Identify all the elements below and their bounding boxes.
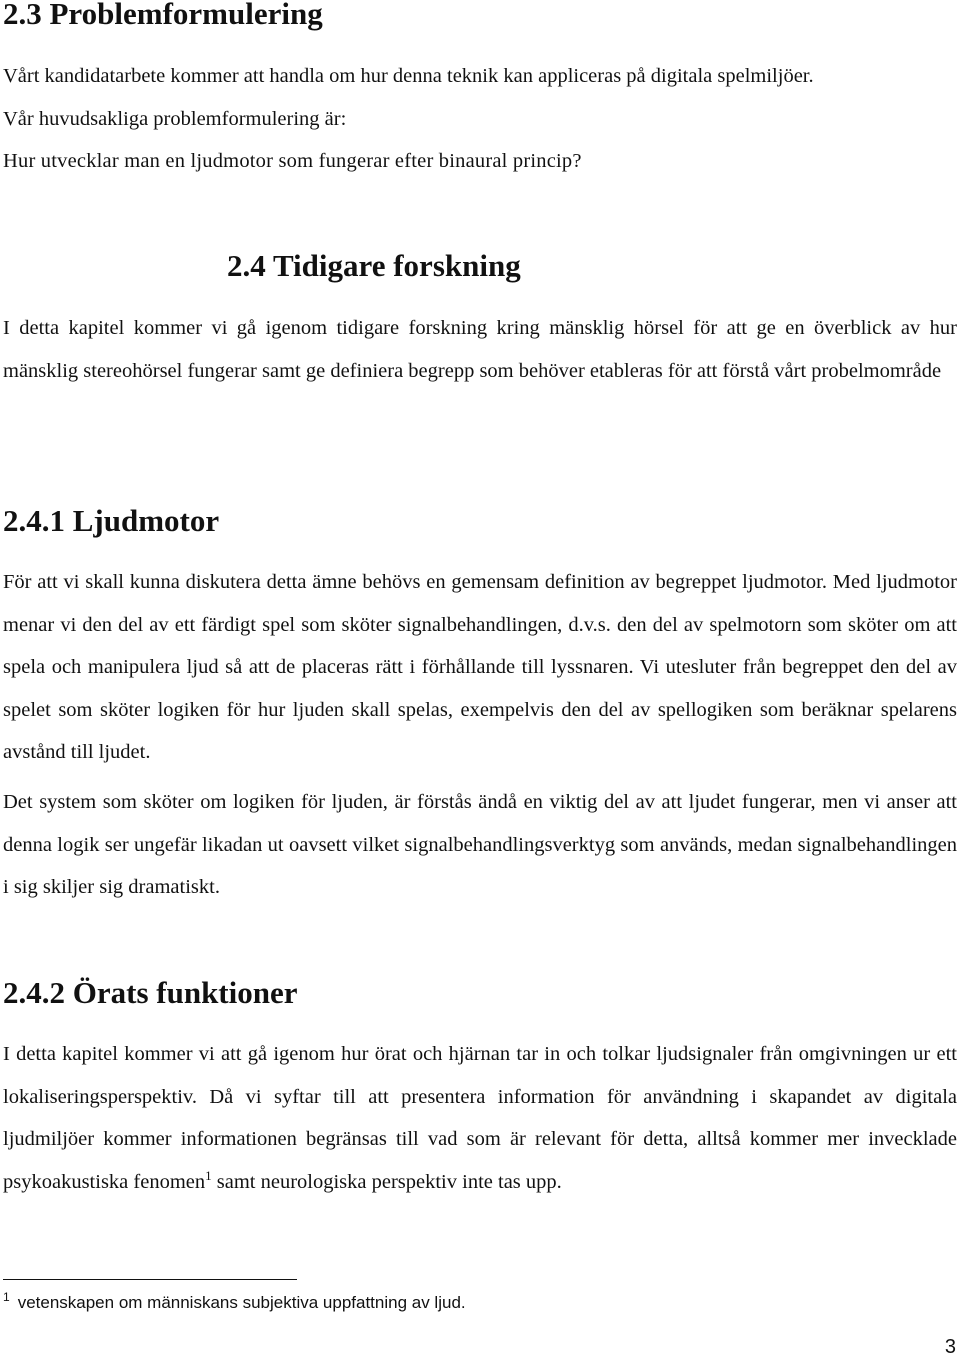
ear-paragraph-text-before: I detta kapitel kommer vi att gå igenom hur örat och hjärnan tar in och tolkar ljudsignaler från omgivningen ur ett lokaliseringsperspektiv. Då vi syftar till att presentera information för användning i skapandet av digitala ljudmiljöer kommer informationen begränsas till vad som är relevant för detta, alltså kommer mer invecklade psykoakustiska fenomen [3, 1043, 957, 1193]
section-heading-problemformulering: 2.3 Problemformulering [3, 0, 323, 31]
section-heading-tidigare-forskning: 2.4 Tidigare forskning [227, 248, 521, 283]
problem-line-1: Vårt kandidatarbete kommer att handla om hur denna teknik kan appliceras på digitala spelmiljöer. [3, 65, 814, 87]
problem-line-2: Vår huvudsakliga problemformulering är: [3, 107, 347, 130]
footnote-divider [3, 1279, 297, 1280]
page-number: 3 [944, 1336, 956, 1358]
ear-paragraph [3, 1033, 957, 1203]
footnote-text: vetenskapen om människans subjektiva uppfattning av ljud. [17, 1293, 466, 1312]
footnote-number: 1 [3, 1290, 10, 1305]
engine-paragraph-2: Det system som sköter om logiken för ljuden, är förstås ändå en viktig del av att ljudet fungerar, men vi anser att denna logik ser ungefär likadan ut oavsett vilket signalbehandlingsverktyg som används, medan signalbehandlingen i sig skiljer sig dramatiskt. [3, 791, 957, 898]
problem-question: Hur utvecklar man en ljudmotor som fungerar efter binaural princip? [3, 150, 582, 172]
section-heading-ljudmotor: 2.4.1 Ljudmotor [3, 503, 220, 538]
problem-paragraph [3, 55, 957, 183]
ear-paragraph-text-after: samt neurologiska perspektiv inte tas upp. [211, 1170, 562, 1193]
research-paragraph: I detta kapitel kommer vi gå igenom tidigare forskning kring mänsklig hörsel för att ge en överblick av hur mänsklig stereohörsel fungerar samt ge definiera begrepp som behöver etableras för att förstå vårt probelmområde [3, 317, 957, 382]
footnote-reference[interactable]: 1 [205, 1167, 212, 1183]
section-heading-orats-funktioner: 2.4.2 Örats funktioner [3, 975, 298, 1010]
engine-paragraph-1: För att vi skall kunna diskutera detta ämne behövs en gemensam definition av begreppet ljudmotor. Med ljudmotor menar vi den del av ett färdigt spel som sköter signalbehandlingen, d.v.s. den del av spelmotorn som sköter om att spela och manipulera ljud så att de placeras rätt i förhållande till lyssnaren. Vi utesluter från begreppet den del av spelet som sköter logiken för hur ljuden skall spelas, exempelvis den del av spellogiken som beräknar spelarens avstånd till ljudet. [3, 571, 957, 763]
footnote [3, 1290, 466, 1316]
